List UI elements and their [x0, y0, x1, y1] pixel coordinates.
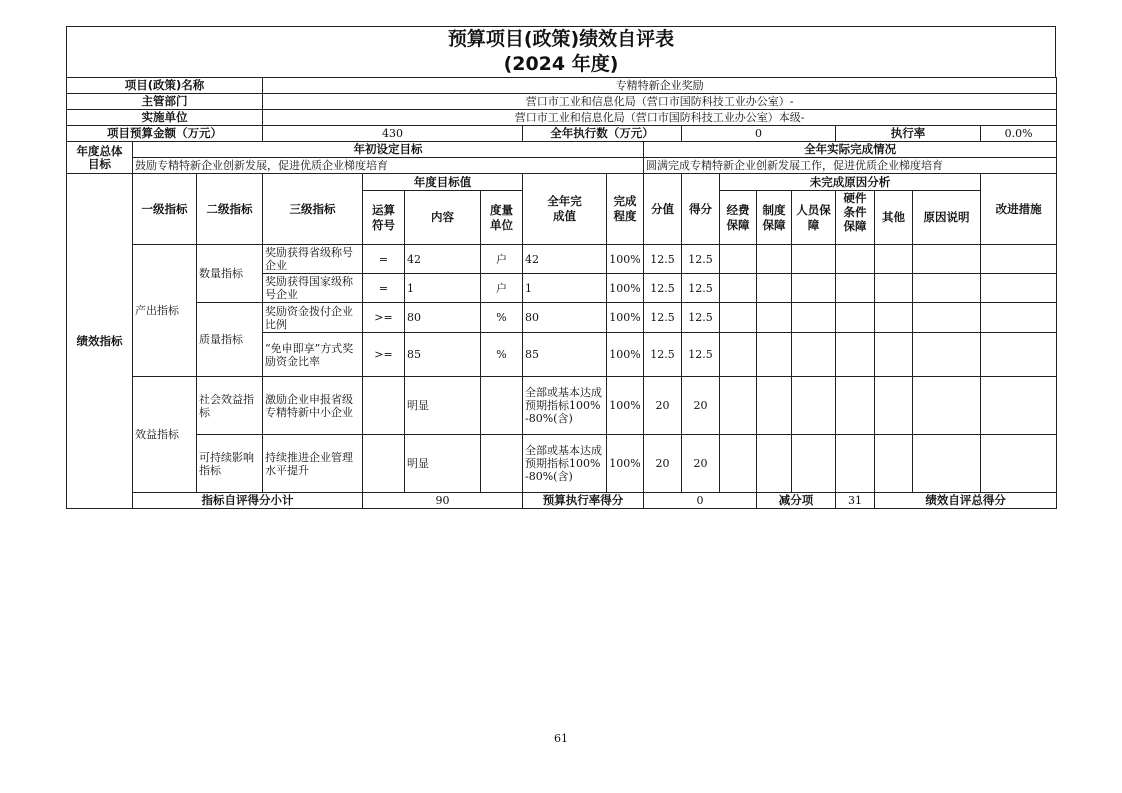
funding-cell: [720, 274, 757, 303]
indicator-row: [67, 245, 1057, 274]
target-content: 42: [405, 245, 481, 274]
funding-cell: [720, 245, 757, 274]
operator-value: >=: [363, 303, 405, 333]
other-cell: [875, 377, 913, 435]
evaluation-table: [66, 77, 1057, 509]
improvement-cell: [981, 274, 1057, 303]
level3-indicator: 奖励获得国家级称号企业: [263, 274, 363, 303]
budget-label: 项目预算金额（万元）: [67, 126, 263, 142]
level3-indicator: 奖励获得省级称号企业: [263, 245, 363, 274]
score-value: 12.5: [644, 333, 682, 377]
operator-value: [363, 377, 405, 435]
score-value-header: 分值: [644, 174, 682, 245]
page-title: 预算项目(政策)绩效自评表: [447, 28, 675, 50]
level3-indicator: 激励企业申报省级专精特新中小企业: [263, 377, 363, 435]
goals-header-row: [67, 142, 1057, 158]
title-box: [66, 26, 1056, 77]
annual-target-header: 年度目标值: [363, 174, 523, 191]
completion-degree: 100%: [607, 274, 644, 303]
page-number: 61: [554, 732, 568, 745]
department-label: 主管部门: [67, 94, 263, 110]
score-value: 12.5: [644, 303, 682, 333]
reason-desc-header: 原因说明: [913, 191, 981, 245]
subtotal-label: 指标自评得分小计: [133, 493, 363, 509]
system-cell: [757, 377, 792, 435]
system-cell: [757, 303, 792, 333]
level3-indicator: 奖励资金拨付企业比例: [263, 303, 363, 333]
target-content: 85: [405, 333, 481, 377]
system-cell: [757, 435, 792, 493]
personnel-cell: [792, 303, 836, 333]
quality-indicators-label: 质量指标: [197, 303, 263, 377]
completed-value-header: 全年完成值: [523, 174, 607, 245]
score-value: 12.5: [644, 274, 682, 303]
hardware-cell: [836, 377, 875, 435]
target-content: 明显: [405, 435, 481, 493]
performance-indicators-label: 绩效指标: [67, 174, 133, 509]
indicator-row: [67, 435, 1057, 493]
annual-goals-label: [67, 142, 133, 174]
budget-rate-score-label: 预算执行率得分: [523, 493, 644, 509]
score-value: 20: [644, 377, 682, 435]
improvement-header: 改进措施: [981, 174, 1057, 245]
summary-row: [67, 493, 1057, 509]
department-row: [67, 94, 1057, 110]
completion-degree: 100%: [607, 303, 644, 333]
score-value: 12.5: [644, 245, 682, 274]
department-value: 营口市工业和信息化局（营口市国防科技工业办公室）-: [263, 94, 1057, 110]
indicator-row: [67, 377, 1057, 435]
operator-value: [363, 435, 405, 493]
personnel-cell: [792, 274, 836, 303]
funding-cell: [720, 333, 757, 377]
output-indicators-label: 产出指标: [133, 245, 197, 377]
completed-value: 80: [523, 303, 607, 333]
hardware-cell: [836, 303, 875, 333]
page-subtitle-year: (2024 年度): [503, 53, 619, 75]
reason-desc-cell: [913, 435, 981, 493]
personnel-cell: [792, 377, 836, 435]
score: 20: [682, 435, 720, 493]
score: 12.5: [682, 245, 720, 274]
operator-header: 运算符号: [363, 191, 405, 245]
reasons-header: 未完成原因分析: [720, 174, 981, 191]
completed-value: 全部或基本达成预期指标100%-80%(含): [523, 377, 607, 435]
score: 20: [682, 377, 720, 435]
operator-value: =: [363, 245, 405, 274]
deduction-value: 31: [836, 493, 875, 509]
improvement-cell: [981, 377, 1057, 435]
evaluation-sheet: [66, 26, 1056, 509]
other-cell: [875, 333, 913, 377]
system-cell: [757, 333, 792, 377]
reason-desc-cell: [913, 245, 981, 274]
target-content: 明显: [405, 377, 481, 435]
content-header: 内容: [405, 191, 481, 245]
actual-goal-text: 圆满完成专精特新企业创新发展工作，促进优质企业梯度培育: [644, 158, 1057, 174]
other-cell: [875, 245, 913, 274]
hardware-cell: [836, 274, 875, 303]
budget-value: 430: [263, 126, 523, 142]
budget-row: [67, 126, 1057, 142]
completion-degree: 100%: [607, 377, 644, 435]
funding-header: 经费保障: [720, 191, 757, 245]
budget-rate-score-value: 0: [644, 493, 757, 509]
funding-cell: [720, 435, 757, 493]
operator-value: >=: [363, 333, 405, 377]
unit-value: %: [481, 303, 523, 333]
score: 12.5: [682, 333, 720, 377]
deduction-label: 减分项: [757, 493, 836, 509]
unit-header: 度量单位: [481, 191, 523, 245]
hardware-header: 硬件条件保障: [836, 191, 875, 245]
funding-cell: [720, 377, 757, 435]
completion-degree: 100%: [607, 333, 644, 377]
completed-value: 42: [523, 245, 607, 274]
rate-label: 执行率: [836, 126, 981, 142]
implementer-row: [67, 110, 1057, 126]
total-score-label: 绩效自评总得分: [875, 493, 1057, 509]
completed-value: 全部或基本达成预期指标100%-80%(含): [523, 435, 607, 493]
subtotal-value: 90: [363, 493, 523, 509]
system-cell: [757, 274, 792, 303]
target-content: 1: [405, 274, 481, 303]
unit-value: [481, 435, 523, 493]
social-benefit-label: 社会效益指标: [197, 377, 263, 435]
level3-indicator: 持续推进企业管理水平提升: [263, 435, 363, 493]
sustainable-impact-label: 可持续影响指标: [197, 435, 263, 493]
score-value: 20: [644, 435, 682, 493]
score: 12.5: [682, 274, 720, 303]
completion-degree: 100%: [607, 435, 644, 493]
annual-goals-label-1: 年度总体: [76, 143, 123, 158]
reason-desc-cell: [913, 333, 981, 377]
other-cell: [875, 435, 913, 493]
operator-value: =: [363, 274, 405, 303]
reason-desc-cell: [913, 377, 981, 435]
other-cell: [875, 274, 913, 303]
other-header: 其他: [875, 191, 913, 245]
rate-value: 0.0%: [981, 126, 1057, 142]
personnel-header: 人员保障: [792, 191, 836, 245]
benefit-indicators-label: 效益指标: [133, 377, 197, 493]
implementer-value: 营口市工业和信息化局（营口市国防科技工业办公室）本级-: [263, 110, 1057, 126]
funding-cell: [720, 303, 757, 333]
system-cell: [757, 245, 792, 274]
target-content: 80: [405, 303, 481, 333]
personnel-cell: [792, 435, 836, 493]
unit-value: 户: [481, 274, 523, 303]
other-cell: [875, 303, 913, 333]
quantity-indicators-label: 数量指标: [197, 245, 263, 303]
unit-value: %: [481, 333, 523, 377]
completion-degree-header: 完成程度: [607, 174, 644, 245]
project-name-label: 项目(政策)名称: [67, 78, 263, 94]
level3-header: 三级指标: [263, 174, 363, 245]
level3-indicator: “免申即享”方式奖励资金比率: [263, 333, 363, 377]
improvement-cell: [981, 303, 1057, 333]
project-name-row: [67, 78, 1057, 94]
reason-desc-cell: [913, 303, 981, 333]
improvement-cell: [981, 333, 1057, 377]
level2-header: 二级指标: [197, 174, 263, 245]
hardware-cell: [836, 245, 875, 274]
reason-desc-cell: [913, 274, 981, 303]
indicator-header-row-1: [67, 174, 1057, 191]
completion-degree: 100%: [607, 245, 644, 274]
level1-header: 一级指标: [133, 174, 197, 245]
unit-value: [481, 377, 523, 435]
hardware-cell: [836, 435, 875, 493]
hardware-cell: [836, 333, 875, 377]
goals-text-row: [67, 158, 1057, 174]
completed-value: 1: [523, 274, 607, 303]
initial-goal-text: 鼓励专精特新企业创新发展，促进优质企业梯度培育: [133, 158, 644, 174]
improvement-cell: [981, 245, 1057, 274]
initial-goal-header: 年初设定目标: [133, 142, 644, 158]
project-name-value: 专精特新企业奖励: [263, 78, 1057, 94]
indicator-row: [67, 303, 1057, 333]
annual-goals-label-2: 目标: [88, 156, 111, 171]
score-header: 得分: [682, 174, 720, 245]
personnel-cell: [792, 333, 836, 377]
score: 12.5: [682, 303, 720, 333]
executed-label: 全年执行数（万元）: [523, 126, 682, 142]
unit-value: 户: [481, 245, 523, 274]
actual-goal-header: 全年实际完成情况: [644, 142, 1057, 158]
executed-value: 0: [682, 126, 836, 142]
improvement-cell: [981, 435, 1057, 493]
personnel-cell: [792, 245, 836, 274]
system-header: 制度保障: [757, 191, 792, 245]
completed-value: 85: [523, 333, 607, 377]
implementer-label: 实施单位: [67, 110, 263, 126]
